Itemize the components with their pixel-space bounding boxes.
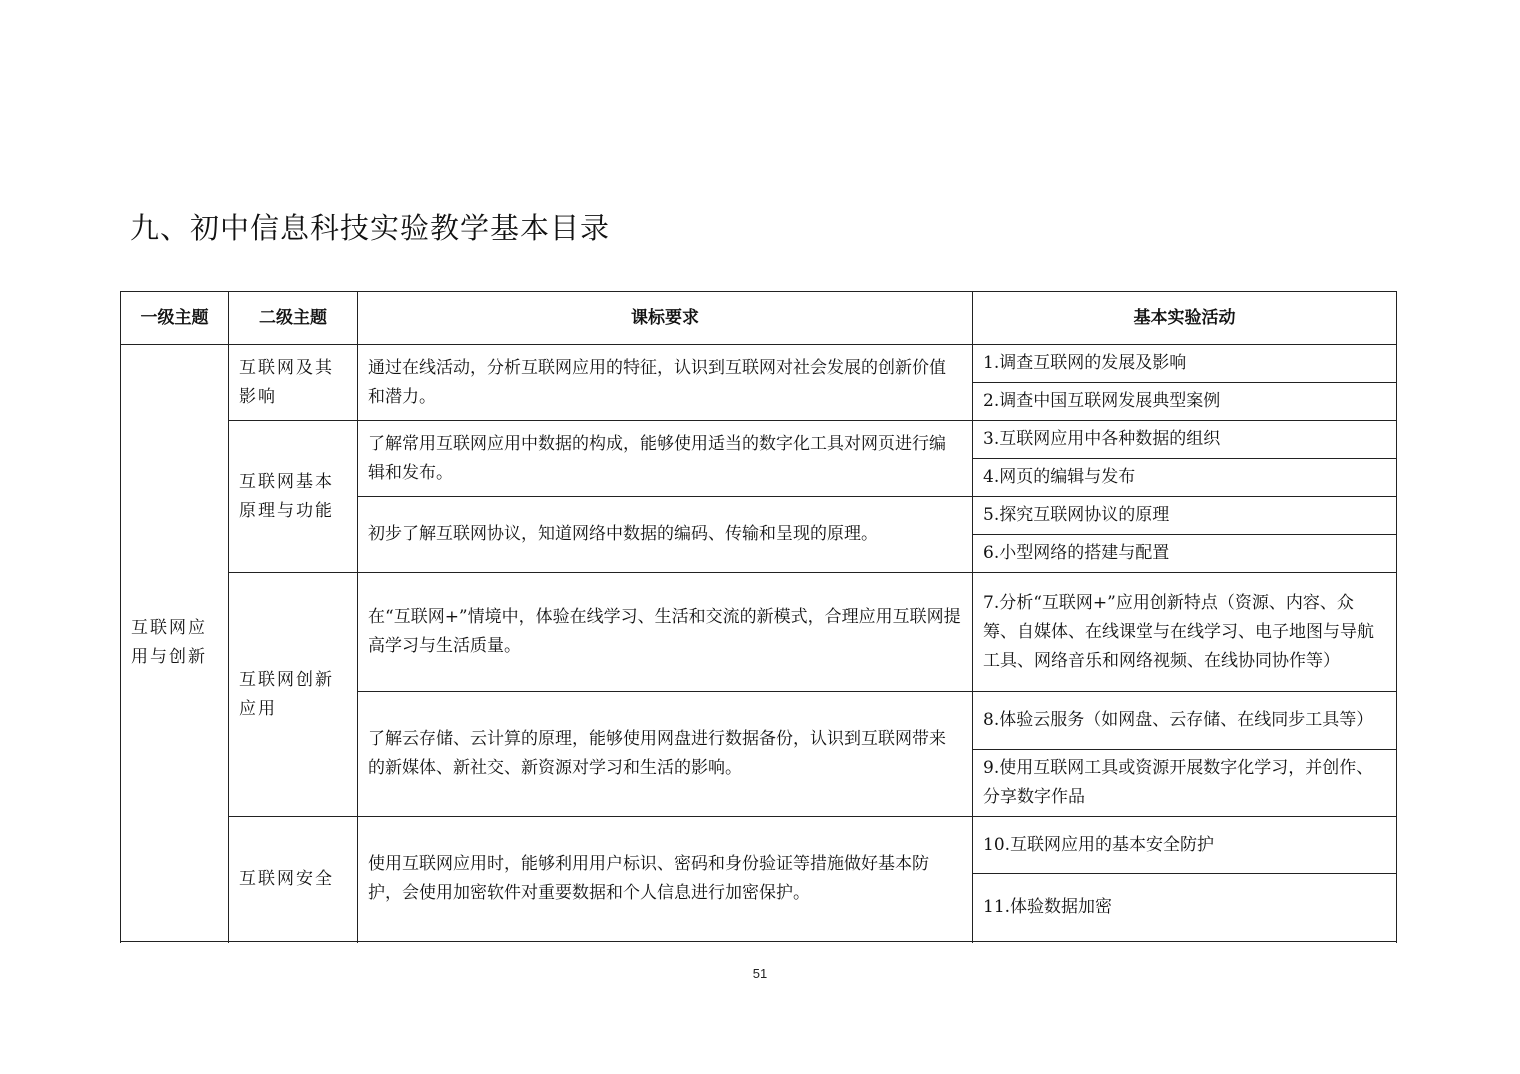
requirement-cell: 通过在线活动，分析互联网应用的特征，认识到互联网对社会发展的创新价值和潜力。 bbox=[358, 345, 973, 421]
header-basic-experiment-activities: 基本实验活动 bbox=[973, 292, 1397, 345]
table-row bbox=[121, 421, 1397, 459]
level2-topic-cell: 互联网及其影响 bbox=[229, 345, 358, 421]
header-curriculum-requirements: 课标要求 bbox=[358, 292, 973, 345]
level1-topic-cell: 互联网应用与创新 bbox=[121, 345, 229, 942]
header-level2-topic: 二级主题 bbox=[229, 292, 358, 345]
activity-cell: 1.调查互联网的发展及影响 bbox=[973, 345, 1397, 383]
requirement-cell: 初步了解互联网协议，知道网络中数据的编码、传输和呈现的原理。 bbox=[358, 497, 973, 573]
activity-cell: 4.网页的编辑与发布 bbox=[973, 459, 1397, 497]
table-row bbox=[121, 573, 1397, 692]
table-header-row bbox=[121, 292, 1397, 345]
experiment-catalog-table bbox=[120, 291, 1397, 942]
activity-cell: 3.互联网应用中各种数据的组织 bbox=[973, 421, 1397, 459]
activity-cell: 9.使用互联网工具或资源开展数字化学习，并创作、分享数字作品 bbox=[973, 750, 1397, 817]
activity-cell: 6.小型网络的搭建与配置 bbox=[973, 535, 1397, 573]
activity-cell: 5.探究互联网协议的原理 bbox=[973, 497, 1397, 535]
page-title: 九、初中信息科技实验教学基本目录 bbox=[130, 211, 611, 245]
table-row bbox=[121, 817, 1397, 874]
activity-cell: 2.调查中国互联网发展典型案例 bbox=[973, 383, 1397, 421]
level2-topic-cell: 互联网创新应用 bbox=[229, 573, 358, 817]
activity-cell: 7.分析“互联网+”应用创新特点（资源、内容、众筹、自媒体、在线课堂与在线学习、电子地图与导航工具、网络音乐和网络视频、在线协同协作等） bbox=[973, 573, 1397, 692]
requirement-cell: 了解云存储、云计算的原理，能够使用网盘进行数据备份，认识到互联网带来的新媒体、新社交、新资源对学习和生活的影响。 bbox=[358, 692, 973, 817]
activity-cell: 8.体验云服务（如网盘、云存储、在线同步工具等） bbox=[973, 692, 1397, 750]
table-row bbox=[121, 345, 1397, 383]
requirement-cell: 使用互联网应用时，能够利用用户标识、密码和身份验证等措施做好基本防护，会使用加密软件对重要数据和个人信息进行加密保护。 bbox=[358, 817, 973, 942]
page-number: 51 bbox=[752, 966, 768, 981]
activity-cell: 11.体验数据加密 bbox=[973, 874, 1397, 942]
level2-topic-cell: 互联网基本原理与功能 bbox=[229, 421, 358, 573]
activity-cell: 10.互联网应用的基本安全防护 bbox=[973, 817, 1397, 874]
header-level1-topic: 一级主题 bbox=[121, 292, 229, 345]
requirement-cell: 在“互联网+”情境中，体验在线学习、生活和交流的新模式，合理应用互联网提高学习与生活质量。 bbox=[358, 573, 973, 692]
level2-topic-cell: 互联网安全 bbox=[229, 817, 358, 942]
requirement-cell: 了解常用互联网应用中数据的构成，能够使用适当的数字化工具对网页进行编辑和发布。 bbox=[358, 421, 973, 497]
